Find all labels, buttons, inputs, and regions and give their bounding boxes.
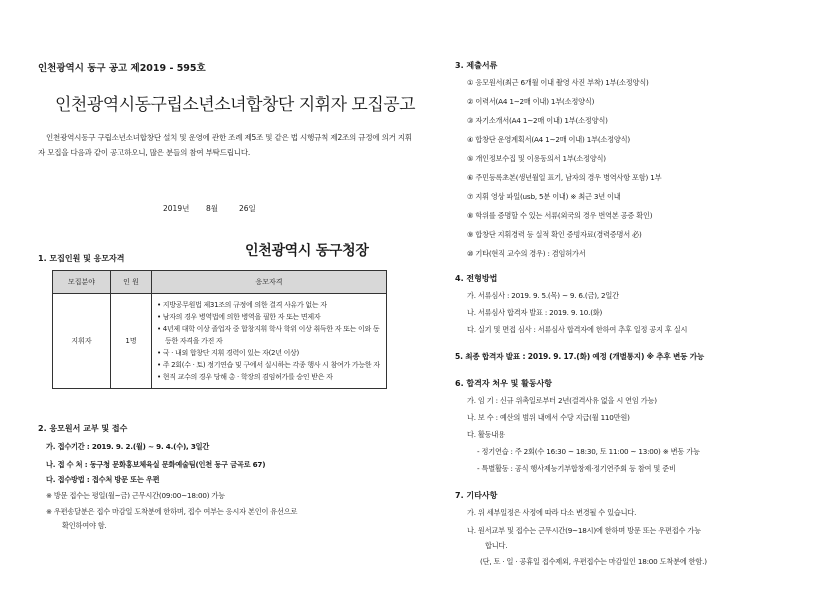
list-item: • 국 · 내외 합창단 지휘 경력이 있는 자(2년 이상): [157, 349, 299, 357]
col-qual-header: 응모자격: [152, 271, 387, 294]
col-field-header: 모집분야: [53, 271, 111, 294]
recruit-table: [52, 270, 387, 389]
table-row: [53, 294, 387, 389]
list-item: ② 이력서(A4 1~2매 이내) 1부(소정양식): [467, 97, 595, 106]
col-count-header: 인 원: [111, 271, 152, 294]
list-item: ④ 합창단 운영계획서(A4 1~2매 이내) 1부(소정양식): [467, 135, 631, 144]
section2-heading: 2. 응모원서 교부 및 접수: [38, 424, 128, 433]
intro-paragraph: 인천광역시동구 구립소년소녀합창단 설치 및 운영에 관한 조례 제5조 및 같은 법 시행규칙 제2조의 규정에 의거 지휘자 모집을 다음과 같이 공고하오니, 많은 분들의 참여 부탁드립니다.: [38, 133, 412, 157]
qual-cell: [152, 294, 387, 389]
list-item: ⑦ 지휘 영상 파일(usb, 5분 이내) ※ 최근 3년 이내: [467, 192, 621, 201]
section6-term: 가. 임 기 : 신규 위촉일로부터 2년(결격사유 없을 시 연임 가능): [467, 396, 657, 405]
list-item: • 지방공무원법 제31조의 규정에 의한 결격 사유가 없는 자: [157, 301, 327, 309]
section6-heading: 6. 합격자 처우 및 활동사항: [455, 379, 553, 388]
count-cell: 1명: [111, 294, 152, 389]
section2-note2a: ※ 우편송달분은 접수 마감일 도착분에 한하며, 접수 여부는 응시자 본인이 유선으로: [46, 507, 298, 516]
list-item: • 남자의 경우 병역법에 의한 병역을 필한 자 또는 면제자: [157, 313, 321, 321]
notice-number: 인천광역시 동구 공고 제2019 - 595호: [38, 63, 206, 74]
list-item: • 4년제 대학 이상 졸업자 중 합창지휘 학사 학위 이상 취득한 자 또는 이와 동등한 자격을 가진 자: [157, 325, 380, 345]
section7-item-b2: 합니다.: [485, 541, 508, 550]
section7-item-b3: (단, 토 · 일 · 공휴일 접수제외, 우편접수는 마감일인 18:00 도착분에 한함.): [480, 557, 707, 566]
section4-item-b: 나. 서류심사 합격자 발표 : 2019. 9. 10.(화): [467, 308, 603, 317]
date-day: 26일: [239, 204, 256, 213]
issuer: 인천광역시 동구청장: [245, 243, 369, 259]
section7-item-a: 가. 위 세부일정은 사정에 따라 다소 변경될 수 있습니다.: [467, 508, 637, 517]
section2-place: 나. 접 수 처 : 동구청 문화홍보체육실 문화예술팀(인천 동구 금곡로 67): [46, 460, 266, 469]
list-item: ③ 자기소개서(A4 1~2매 이내) 1부(소정양식): [467, 116, 608, 125]
section1-heading: 1. 모집인원 및 응모자격: [38, 254, 125, 263]
section6-activity1: - 정기연습 : 주 2회(수 16:30 ~ 18:30, 토 11:00 ~ 13:00) ※ 변동 가능: [477, 447, 700, 456]
section6-activities-label: 다. 활동내용: [467, 430, 505, 439]
section6-pay: 나. 보 수 : 예산의 범위 내에서 수당 지급(월 110만원): [467, 413, 630, 422]
section2-period: 가. 접수기간 : 2019. 9. 2.(월) ~ 9. 4.(수), 3일간: [46, 442, 210, 451]
section3-heading: 3. 제출서류: [455, 61, 498, 70]
section4-item-c: 다. 실기 및 면접 심사 : 서류심사 합격자에 한하여 추후 일정 공지 후 실시: [467, 325, 688, 334]
section2-note1: ※ 방문 접수는 평일(월~금) 근무시간(09:00~18:00) 가능: [46, 491, 225, 500]
section6-activity2: - 특별활동 : 공식 행사제능기부합창제·정기연주회 등 참여 및 준비: [477, 464, 676, 473]
list-item: ① 응모원서(최근 6개월 이내 촬영 사진 부착) 1부(소정양식): [467, 78, 649, 87]
list-item: ⑤ 개인정보수집 및 이용동의서 1부(소정양식): [467, 154, 606, 163]
date-year: 2019년: [163, 204, 190, 213]
section7-heading: 7. 기타사항: [455, 491, 498, 500]
qualification-list: [157, 299, 385, 383]
section2-method: 다. 접수방법 : 접수처 방문 또는 우편: [46, 475, 160, 484]
section2-note2b: 확인하여야 함.: [62, 521, 107, 530]
list-item: ⑨ 합창단 지휘경력 등 실적 확인 증빙자료(경력증명서 必): [467, 230, 642, 239]
date-month: 8월: [206, 204, 219, 213]
page-title: 인천광역시동구립소년소녀합창단 지휘자 모집공고: [55, 95, 416, 115]
section5-heading: 5. 최종 합격자 발표 : 2019. 9. 17.(화) 예정 (개별통지) ※ 추후 변동 가능: [455, 352, 704, 361]
section4-heading: 4. 전형방법: [455, 274, 498, 283]
list-item: • 주 2회(수 · 토) 정기연습 및 구에서 실시하는 각종 행사 시 참여가 가능한 자: [157, 361, 380, 369]
list-item: • 현직 교수의 경우 당해 총 · 학장의 겸임허가를 승인 받은 자: [157, 373, 333, 381]
list-item: ⑩ 기타(현직 교수의 경우) : 겸임허가서: [467, 249, 586, 258]
list-item: ⑥ 주민등록초본(생년월일 표기, 남자의 경우 병역사항 포함) 1부: [467, 173, 662, 182]
list-item: ⑧ 학위를 증명할 수 있는 서류(외국의 경우 번역본 공증 확인): [467, 211, 653, 220]
section7-item-b1: 나. 원서교부 및 접수는 근무시간(9~18시)에 한하며 방문 또는 우편접수 가능: [467, 526, 701, 535]
section4-item-a: 가. 서류심사 : 2019. 9. 5.(목) ~ 9. 6.(금), 2일간: [467, 291, 619, 300]
field-cell: 지휘자: [53, 294, 111, 389]
